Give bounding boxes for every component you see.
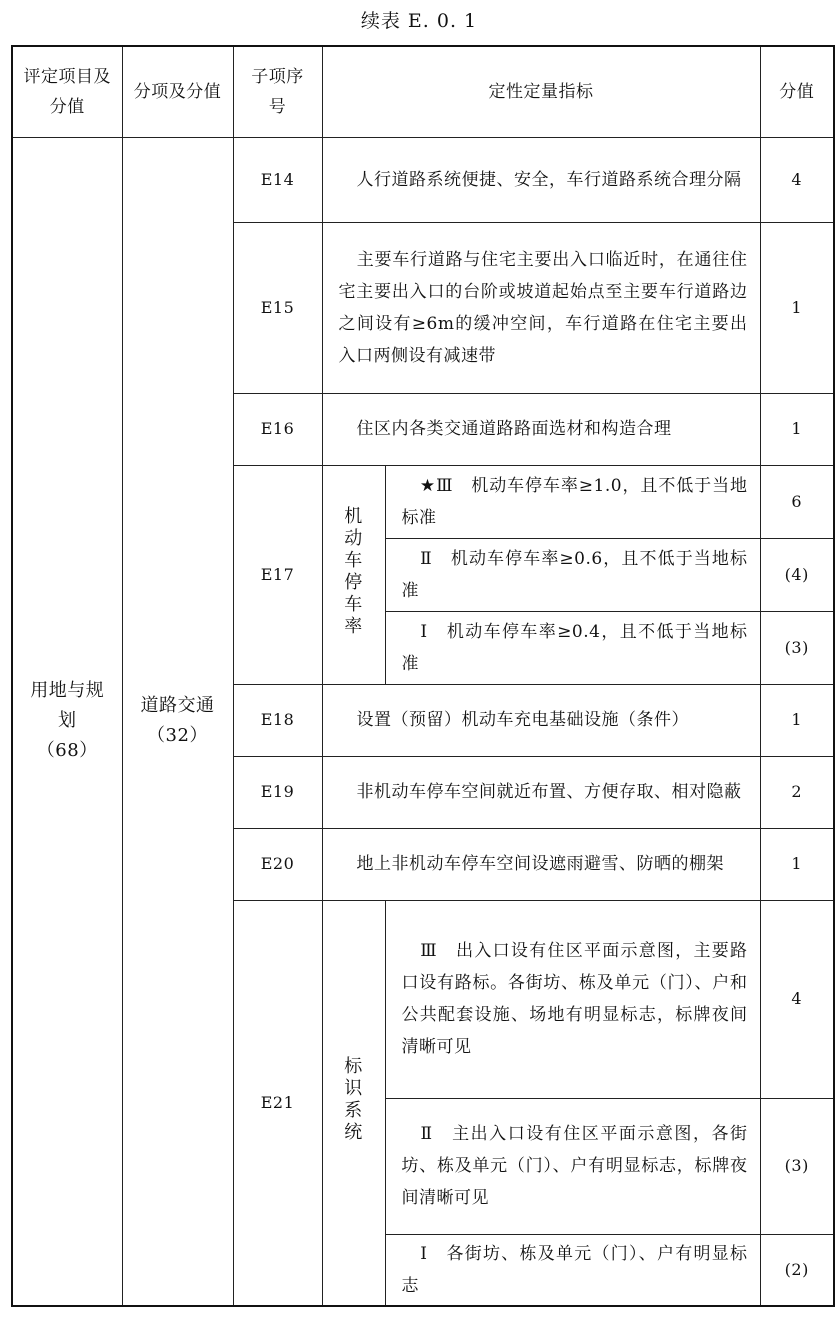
level-text: Ⅱ 主出入口设有住区平面示意图，各街坊、栋及单元（门）、户有明显标志，标牌夜间清晰可见: [385, 1098, 760, 1234]
group-label-signage: 标识系统: [322, 900, 385, 1306]
row-text: 主要车行道路与住宅主要出入口临近时，在通往住宅主要出入口的台阶或坡道起始点至主要车行道路边之间设有≥6m的缓冲空间，车行道路在住宅主要出入口两侧设有减速带: [322, 222, 760, 393]
row-text: 地上非机动车停车空间设遮雨避雪、防晒的棚架: [322, 828, 760, 900]
item-name: 用地与规划: [30, 680, 105, 732]
row-score: 1: [760, 684, 834, 756]
level-score: (2): [760, 1234, 834, 1306]
sub-score: （32）: [147, 725, 208, 747]
table-caption: 续表 E. 0. 1: [360, 10, 478, 32]
level-text: ★Ⅲ 机动车停车率≥1.0，且不低于当地标准: [385, 465, 760, 538]
row-code: E18: [233, 684, 322, 756]
row-code: E20: [233, 828, 322, 900]
row-score: 2: [760, 756, 834, 828]
header-sub: 分项及分值: [122, 46, 233, 137]
level-text: Ⅱ 机动车停车率≥0.6，且不低于当地标准: [385, 538, 760, 611]
row-code: E15: [233, 222, 322, 393]
level-score: (4): [760, 538, 834, 611]
row-code: E19: [233, 756, 322, 828]
header-indicator: 定性定量指标: [322, 46, 760, 137]
header-row: [12, 46, 834, 137]
header-item: 评定项目及分值: [12, 46, 122, 137]
row-text: 住区内各类交通道路路面选材和构造合理: [322, 393, 760, 465]
row-code: E16: [233, 393, 322, 465]
item-cell: [12, 137, 122, 1306]
level-score: (3): [760, 1098, 834, 1234]
table-row-e14: [12, 137, 834, 222]
level-score: (3): [760, 611, 834, 684]
level-score: 6: [760, 465, 834, 538]
sub-name: 道路交通: [140, 695, 215, 717]
row-text: 人行道路系统便捷、安全，车行道路系统合理分隔: [322, 137, 760, 222]
level-score: 4: [760, 900, 834, 1098]
row-code: E14: [233, 137, 322, 222]
header-no: 子项序号: [233, 46, 322, 137]
level-text: Ⅰ 机动车停车率≥0.4，且不低于当地标准: [385, 611, 760, 684]
row-code: E21: [233, 900, 322, 1306]
row-score: 1: [760, 393, 834, 465]
row-score: 1: [760, 828, 834, 900]
evaluation-table: [11, 45, 835, 1307]
level-text: Ⅰ 各街坊、栋及单元（门）、户有明显标志: [385, 1234, 760, 1306]
item-score: （68）: [36, 740, 98, 762]
sub-cell: [122, 137, 233, 1306]
row-text: 非机动车停车空间就近布置、方便存取、相对隐蔽: [322, 756, 760, 828]
row-score: 4: [760, 137, 834, 222]
level-text: Ⅲ 出入口设有住区平面示意图，主要路口设有路标。各街坊、栋及单元（门）、户和公共配套设施、场地有明显标志，标牌夜间清晰可见: [385, 900, 760, 1098]
group-label-parking: 机动车停车率: [322, 465, 385, 684]
header-score: 分值: [760, 46, 834, 137]
row-code: E17: [233, 465, 322, 684]
row-text: 设置（预留）机动车充电基础设施（条件）: [322, 684, 760, 756]
row-score: 1: [760, 222, 834, 393]
